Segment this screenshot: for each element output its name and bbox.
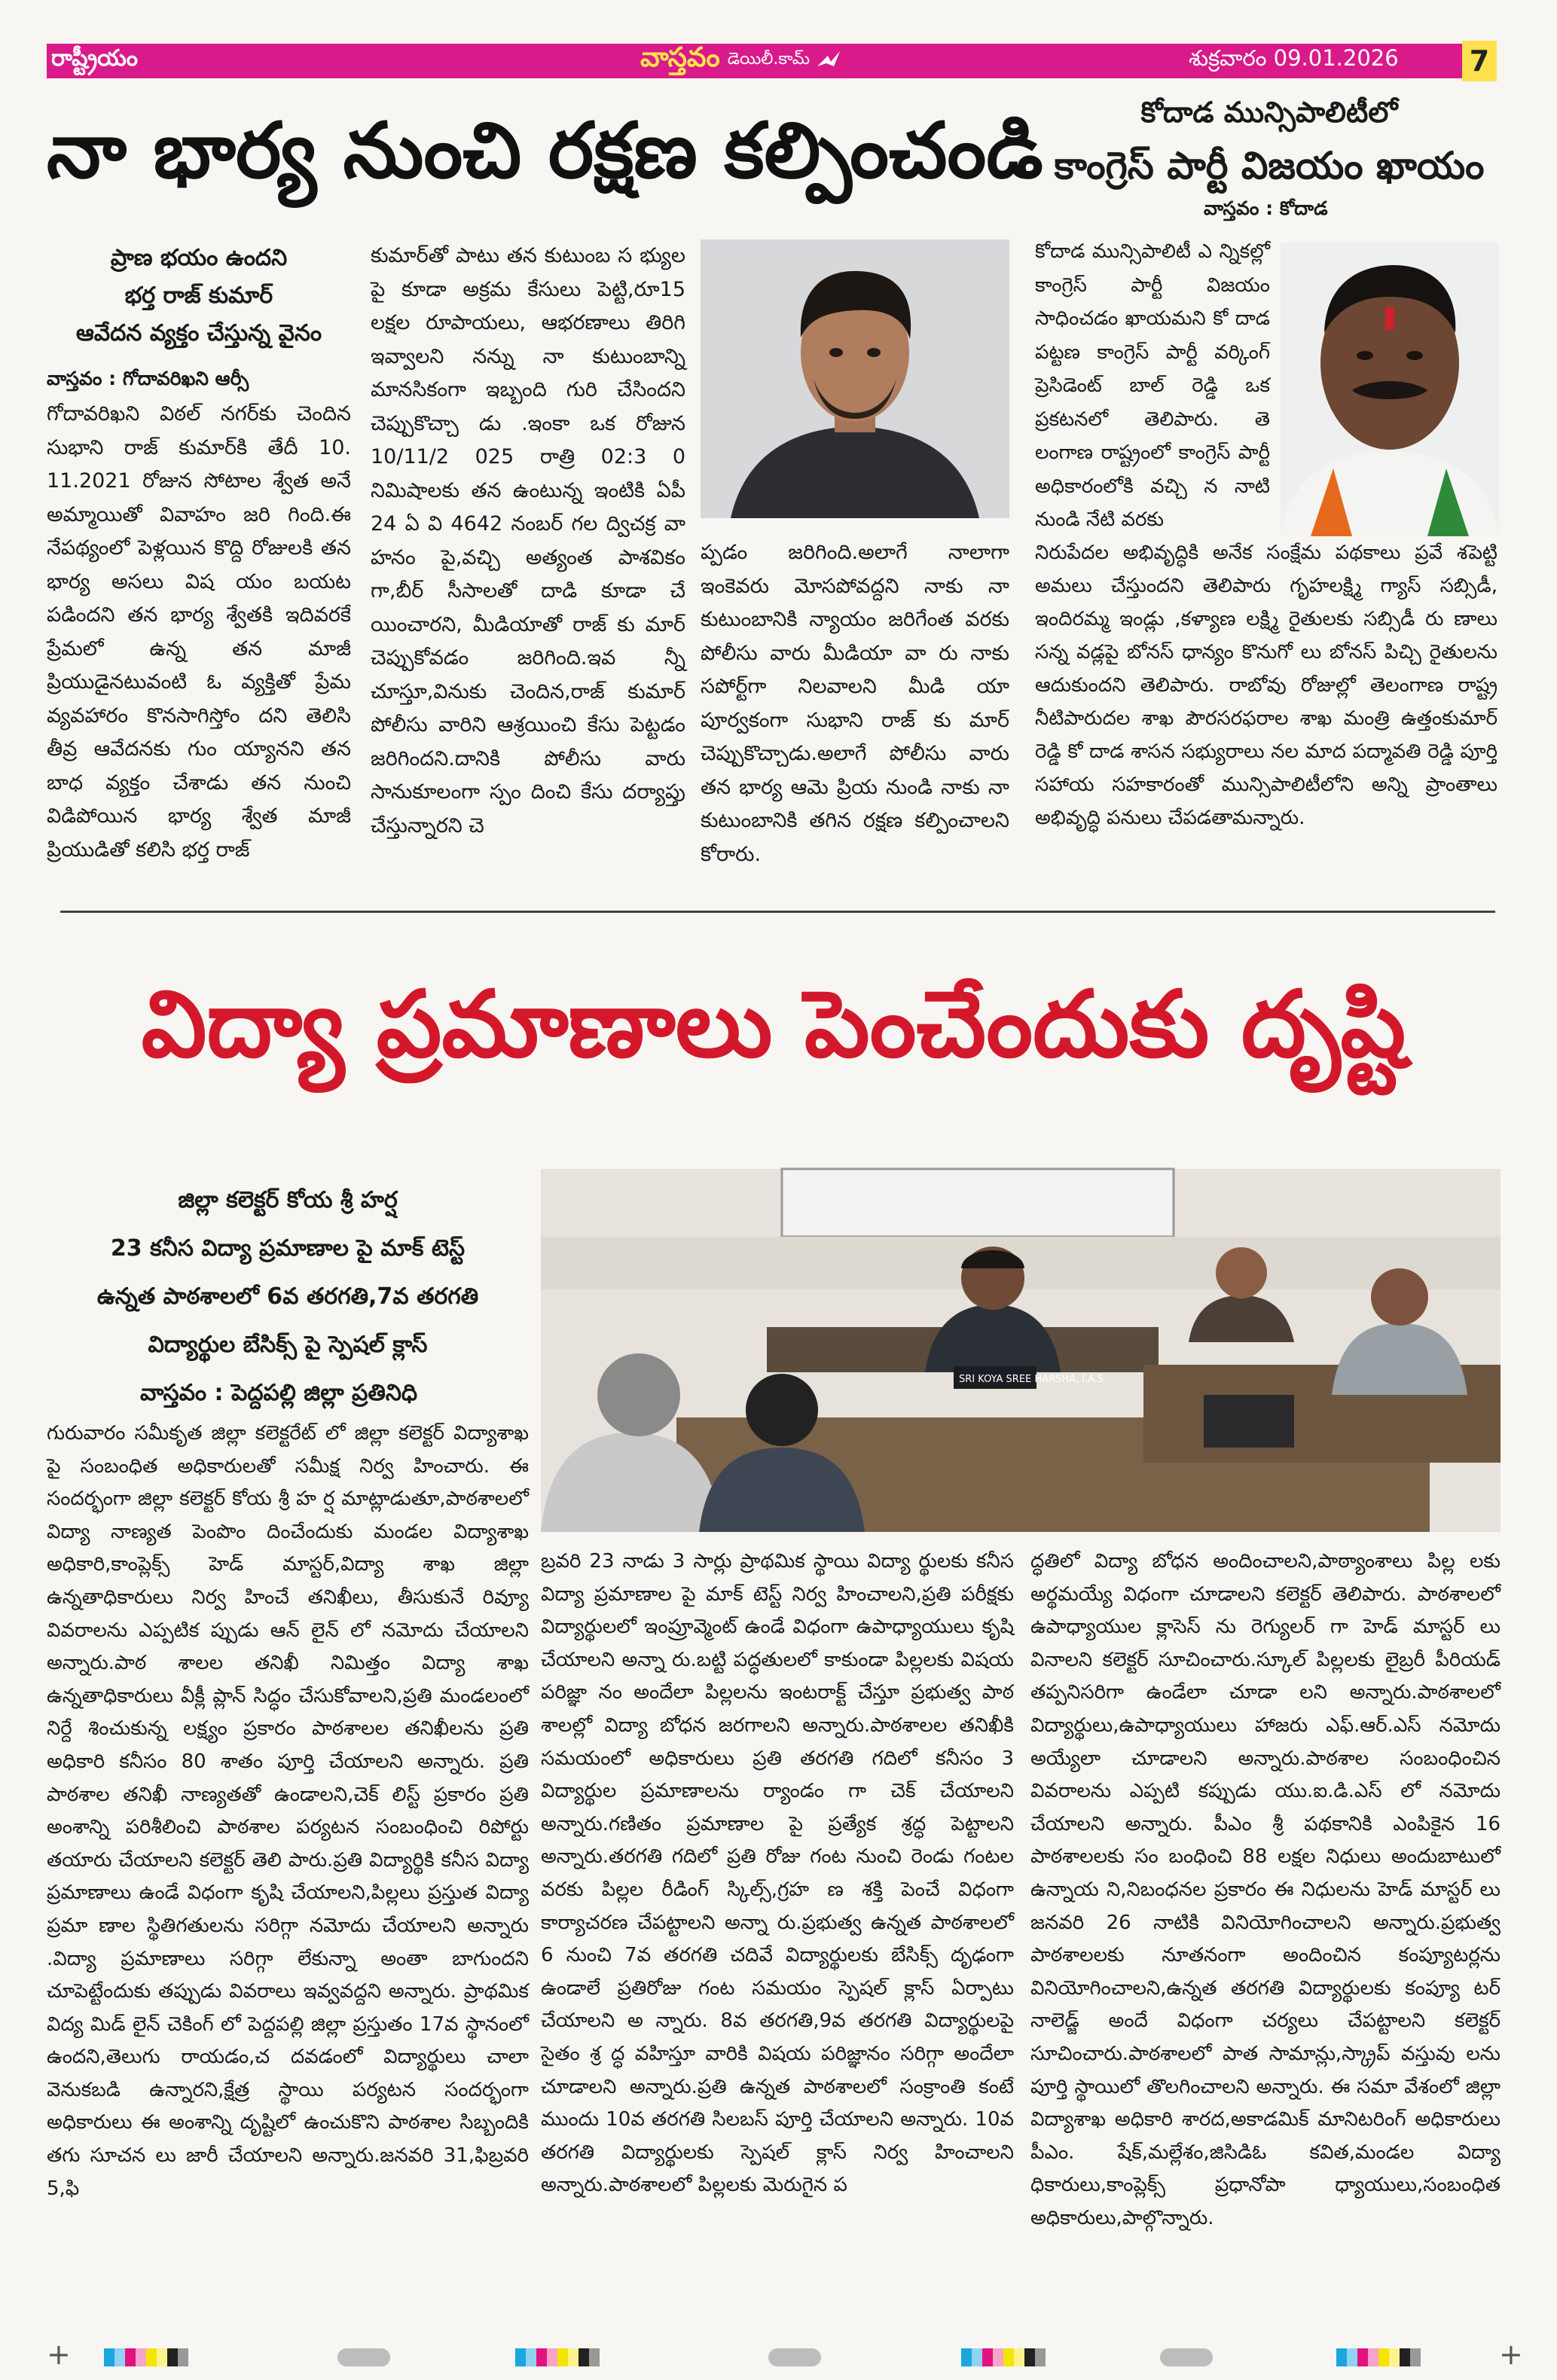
- color-bar: [1336, 2348, 1421, 2366]
- story1-subhead-line: ప్రాణ భయం ఉందని: [110, 245, 288, 271]
- bird-icon: [816, 50, 841, 72]
- registration-mark: +: [1499, 2338, 1523, 2371]
- story3-column-3: ద్ధతిలో విద్యా బోధన అందించాలని,పాఠ్యాంశాలు పిల్ల లకు అర్థమయ్యే విధంగా చూడాలని కలెక్టర్ తెలిపారు. పాఠశాలలో ఉపాధ్యాయుల క్లాసెస్ ను రెగ్యులర్ గా హెడ్ మాస్టర్ లు వినాలని కలెక్టర్ సూచించారు.స్కూల్ పిల్లలకు లైబ్రరీ పీరియడ్ తప్పనిసరిగా ఉండేలా చూడా లని అన్నారు.పాఠశాలలో విద్యార్థులు,ఉపాధ్యాయులు హాజరు ఎఫ్.ఆర్.ఎస్ నమోదు అయ్యేలా చూడాలని అన్నారు.పాఠశాల సంబంధించిన వివరాలను ఎప్పటి కప్పుడు యు.ఐ.డి.ఎస్ లో నమోదు చేయాలని అన్నారు. పీఎం శ్రీ పథకానికి ఎంపికైన 16 పాఠశాలలకు సం బంధించి 88 లక్షల నిధులు అందుబాటులో ఉన్నాయ ని,నిబంధనల ప్రకారం ఈ నిధులను హెడ్ మాస్టర్ లు జనవరి 26 నాటికి వినియోగించాలని అన్నారు.ప్రభుత్వ పాఠశాలలకు నూతనంగా అందించిన కంప్యూటర్లను వినియోగించాలని,ఉన్నత తరగతి విద్యార్థులకు కంప్యూ టర్ నాలెడ్జ్ అందే విధంగా చర్యలు చేపట్టాలని కలెక్టర్ సూచించారు.పాఠశాలలో పాత సామాన్లు,స్క్రాప్ వస్తువు లను పూర్తి స్థాయిలో తొలగించాలని అన్నారు. ఈ సమా వేశంలో జిల్లా విద్యాశాఖ అధికారి శారద,అకాడమిక్ మానిటరింగ్ అధికారులు పీఎం. షేక్,మల్లేశం,జిసిడిఓ కవిత,మండల విద్యా ధికారులు,కాంప్లెక్స్ ప్రధానోపా ధ్యాయులు,సంబంధిత అధికారులు,పాల్గొన్నారు.: [1030, 1550, 1501, 2229]
- issue-date: శుక్రవారం 09.01.2026: [1189, 45, 1399, 71]
- story3-byline: వాస్తవం : పెద్దపల్లి జిల్లా ప్రతినిధి: [140, 1380, 418, 1406]
- story2-headline-line1: కోదాడ మున్సిపాలిటీలో: [1140, 96, 1398, 129]
- registration-pill: [768, 2348, 821, 2366]
- story2-headline-line2: కాంగ్రెస్ పార్టీ విజయం ఖాయం: [1054, 144, 1485, 188]
- story1-headline: నా భార్య నుంచి రక్షణ కల్పించండి: [47, 106, 1043, 196]
- story3-subhead-line: ఉన్నత పాఠశాలలో 6వ తరగతి,7వ తరగతి: [96, 1283, 479, 1310]
- story3-headline: విద్యా ప్రమాణాలు పెంచేందుకు దృష్టి: [141, 971, 1406, 1078]
- color-bar: [515, 2348, 600, 2366]
- section-divider: [60, 911, 1495, 913]
- story2-body-bottom: నిరుపేదల అభివృద్ధికి అనేక సంక్షేమ పథకాలు ప్రవే శపెట్టి అమలు చేస్తుందని తెలిపారు గృహలక్ష్మి గ్యాస్ సబ్సిడీ, ఇందిరమ్మ ఇండ్లు ,కళ్యాణ లక్ష్మి రైతులకు సబ్సిడీ రు ణాలు సన్న వడ్లపై బోనస్ ధాన్యం కొనుగో లు బోనస్ పిచ్చి రైతులను ఆదుకుందని తెలిపారు. రాబోవు రోజుల్లో తెలంగాణ రాష్ట్ర నీటిపారుదల శాఖ పౌరసరఫరాల శాఖ మంత్రి ఉత్తంకుమార్ రెడ్డి కో దాడ శాసన సభ్యురాలు నల మాద పద్మావతి రెడ్డి పూర్తి సహాయ సహకారంతో మున్సిపాలిటీలోని అన్ని ప్రాంతాలు అభివృద్ధి పనులు చేపడతామన్నారు.: [1035, 542, 1497, 829]
- page-number: 7: [1462, 41, 1497, 81]
- story3-photo: [541, 1169, 1501, 1532]
- color-bar: [961, 2348, 1046, 2366]
- section-name: రాష్ట్రీయం: [51, 45, 138, 72]
- story2-photo: [1281, 243, 1499, 536]
- registration-mark: +: [47, 2338, 71, 2371]
- story1-subhead-line: ఆవేదన వ్యక్తం చేస్తున్న వైనం: [75, 320, 322, 346]
- story3-subhead-line: 23 కనీస విద్యా ప్రమాణాల పై మాక్ టెస్ట్: [110, 1235, 466, 1262]
- logo-text: వాస్తవం: [640, 42, 720, 73]
- story3-subhead: [47, 1176, 529, 1369]
- story1-subhead: [47, 240, 351, 352]
- story3-subhead-line: జిల్లా కలెక్టర్ కోయ శ్రీ హర్ష: [178, 1187, 398, 1213]
- portrait-man-image: [701, 240, 1009, 518]
- story3-column-1: గురువారం సమీకృత జిల్లా కలెక్టరేట్ లో జిల్లా కలెక్టర్ విద్యాశాఖ పై సంబంధిత అధికారులతో సమీక్ష నిర్వ హించారు. ఈ సందర్భంగా జిల్లా కలెక్టర్ కోయ శ్రీ హ ర్ష మాట్లాడుతూ,పాఠశాలలో విద్యా నాణ్యత పెంపొం దించేందుకు మండల విద్యాశాఖ అధికారి,కాంప్లెక్స్ హెడ్ మాస్టర్,విద్యా శాఖ జిల్లా ఉన్నతాధికారులు నిర్వ హించే తనిఖీలు, తీసుకునే రివ్యూ వివరాలను ఎప్పటిక ప్పుడు ఆన్ లైన్ లో నమోదు చేయాలని అన్నారు.పాఠ శాలల తనిఖీ నిమిత్తం విద్యా శాఖ ఉన్నతాధికారులు వీక్లీ ప్లాన్ సిద్ధం చేసుకోవాలని,ప్రతి మండలంలో నిర్దే శించుకున్న లక్ష్యం ప్రకారం పాఠశాలల తనిఖీలను ప్రతి అధికారి కనీసం 80 శాతం పూర్తి చేయాలని అన్నారు. ప్రతి పాఠశాల తనిఖీ నాణ్యతతో ఉండాలని,చెక్ లిస్ట్ ప్రకారం ప్రతి అంశాన్ని పరిశీలించి పాఠశాల పర్యటన సంబంధించి రిపోర్టు తయారు చేయాలని కలెక్టర్ తెలి పారు.ప్రతి విద్యార్థికి కనీస విద్యా ప్రమాణాలు ఉండే విధంగా కృషి చేయాలని,పిల్లలు ప్రస్తుత విద్యా ప్రమా ణాల స్థితిగతులను సరిగ్గా నమోదు చేయాలని అన్నారు .విద్యా ప్రమాణాలు సరిగ్గా లేకున్నా అంతా బాగుందని చూపెట్టేందుకు తప్పుడు వివరాలు ఇవ్వవద్దని అన్నారు. ప్రాథమిక విద్య మిడ్ లైన్ చెకింగ్ లో పెద్దపల్లి జిల్లా ప్రస్తుతం 17వ స్థానంలో ఉందని,తెలుగు రాయడం,చ దవడంలో విద్యార్థులు చాలా వెనుకబడి ఉన్నారని,క్షేత్ర స్థాయి పర్యటన సందర్భంగా అధికారులు ఈ అంశాన్ని దృష్టిలో ఉంచుకొని పాఠశాల సిబ్బందికి తగు సూచన లు జారీ చేయాలని అన్నారు.జనవరి 31,ఫిబ్రవరి 5,ఫి: [47, 1422, 529, 2200]
- newspaper-logo: [640, 44, 841, 78]
- story2-body-top: కోదాడ మున్సిపాలిటీ ఎ న్నికల్లో కాంగ్రెస్ పార్టీ విజయం సాధించడం ఖాయమని కో దాడ పట్టణ కాంగ్రెస్ పార్టీ వర్కింగ్ ప్రెసిడెంట్ బాల్ రెడ్డి ఒక ప్రకటనలో తెలిపారు. తె లంగాణ రాష్ట్రంలో కాంగ్రెస్ పార్టీ అధికారంలోకి వచ్చి న నాటి నుండి నేటి వరకు: [1035, 240, 1270, 531]
- story1-column-3: ప్పడం జరిగింది.అలాగే నాలాగా ఇంకెవరు మోసపోవద్దని నాకు నా కుటుంబానికి న్యాయం జరిగేంత వరకు పోలీసు వారు మీడియా వా రు నాకు సపోర్ట్‌గా నిలవాలని మీడి యా పూర్వకంగా సుభాని రాజ్ కు మార్ చెప్పుకొచ్చాడు.అలాగే పోలీసు వారు తన భార్య ఆమె ప్రియ నుండి నాకు నా కుటుంబానికి తగిన రక్షణ కల్పించాలని కోరారు.: [701, 541, 1009, 866]
- story3-column-2: బ్రవరి 23 నాడు 3 సార్లు ప్రాథమిక స్థాయి విద్యా ర్థులకు కనీస విద్యా ప్రమాణాల పై మాక్ టెస్ట్ నిర్వ హించాలని,ప్రతి పరీక్షకు విద్యార్థులలో ఇంప్రూవ్మెంట్ ఉండే విధంగా ఉపాధ్యాయులు కృషి చేయాలని అన్నా రు.బట్టి పద్ధతులలో కాకుండా పిల్లలకు విషయ పరిజ్ఞా నం అందేలా పిల్లలను ఇంటరాక్ట్ చేస్తూ ప్రభుత్వ పాఠ శాలల్లో విద్యా బోధన జరగాలని అన్నారు.పాఠశాలల తనిఖీకి సమయంలో అధికారులు ప్రతి తరగతి గదిలో కనీసం 3 విద్యార్థుల ప్రమాణాలను ర్యాండం గా చెక్ చేయాలని అన్నారు.గణితం ప్రమాణాల పై ప్రత్యేక శ్రద్ధ పెట్టాలని అన్నారు.తరగతి గదిలో ప్రతి రోజు గంట నుంచి రెండు గంటల వరకు పిల్లల రీడింగ్ స్కిల్స్,గ్రహ ణ శక్తి పెంచే విధంగా కార్యాచరణ చేపట్టాలని అన్నా రు.ప్రభుత్వ ఉన్నత పాఠశాలలో 6 నుంచి 7వ తరగతి చదివే విద్యార్థులకు బేసిక్స్ దృఢంగా ఉండాలే ప్రతిరోజు గంట సమయం స్పెషల్ క్లాస్ ఏర్పాటు చేయాలని అ న్నారు. 8వ తరగతి,9వ తరగతి విద్యార్థులపై సైతం శ్ర ద్ధ వహిస్తూ వారికి విషయ పరిజ్ఞానం సరిగ్గా అందేలా చూడాలని అన్నారు.ప్రతి ఉన్నత పాఠశాలలో సంక్రాంతి కంటే ముందు 10వ తరగతి సిలబస్ పూర్తి చేయాలని అన్నారు. 10వ తరగతి విద్యార్థులకు స్పెషల్ క్లాస్ నిర్వ హించాలని అన్నారు.పాఠశాలలో పిల్లలకు మెరుగైన ప: [541, 1550, 1014, 2197]
- registration-pill: [1160, 2348, 1213, 2366]
- story1-byline: వాస్తవం : గోదావరిఖని ఆర్సీ: [47, 368, 249, 389]
- story1-column-2: కుమార్‌తో పాటు తన కుటుంబ స భ్యుల పై కూడా అక్రమ కేసులు పెట్టి,రూ15 లక్షల రూపాయలు, ఆభరణాలు తిరిగి ఇవ్వాలని నన్ను నా కుటుంబాన్ని మానసికంగా ఇబ్బంది గురి చేసిందని చెప్పుకొచ్చా డు .ఇంకా ఒక రోజున 10/11/2 025 రాత్రి 02:3 0 నిమిషాలకు తన ఉంటున్న ఇంటికి ఏపీ 24 ఏ వి 4642 నంబర్ గల ద్విచక్ర వా హనం పై,వచ్చి అత్యంత పాశవికం గా,బీర్ సీసాలతో దాడి కూడా చే యించారని, మీడియాతో రాజ్ కు మార్ చెప్పుకోవడం జరిగింది.ఇవ న్నీ చూస్తూ,వినుకు చెందిన,రాజ్ కుమార్ పోలీసు వారిని ఆశ్రయించి కేసు పెట్టడం జరిగిందని.దానికి పోలీసు వారు సానుకూలంగా స్పం దించి కేసు దర్యాప్తు చేస్తున్నారని చె: [371, 244, 685, 838]
- registration-pill: [337, 2348, 390, 2366]
- story3-subhead-line: విద్యార్థుల బేసిక్స్ పై స్పెషల్ క్లాస్: [148, 1332, 428, 1358]
- story1-column-1: గోదావరిఖని విఠల్ నగర్‌కు చెందిన సుభాని రాజ్ కుమార్‌కి తేదీ 10. 11.2021 రోజున సోటాల శ్వేత అనే అమ్మాయితో వివాహం జరి గింది.ఈ నేపథ్యంలో పెళ్లయిన కొద్ది రోజులకి తన భార్య అసలు విష యం బయట పడిందని తన భార్య శ్వేతకి ఇదివరకే ప్రేమలో ఉన్న తన మాజీ ప్రియుడైనటువంటి ఓ వ్యక్తితో ప్రేమ వ్యవహారం కొనసాగిస్తోం దని తెలిసి తీవ్ర ఆవేదనకు గుం య్యానని తన బాధ వ్యక్తం చేశాడు తన నుంచి విడిపోయిన భార్య శ్వేత మాజీ ప్రియుడితో కలిసి భర్త రాజ్: [47, 402, 351, 862]
- story1-subhead-line: భర్త రాజ్ కుమార్: [124, 282, 273, 309]
- page-header-bar: [47, 44, 1497, 78]
- portrait-politician-image: [1281, 243, 1499, 536]
- story1-photo: [701, 240, 1009, 518]
- story2-byline: వాస్తవం : కోదాడ: [1204, 197, 1328, 219]
- collector-meeting-image: [541, 1169, 1501, 1532]
- color-bar: [104, 2348, 188, 2366]
- nameplate-text: SRI KOYA SREE HARSHA, I.A.S.: [959, 1374, 1107, 1385]
- logo-subtext: డెయిలీ.కామ్: [727, 50, 810, 69]
